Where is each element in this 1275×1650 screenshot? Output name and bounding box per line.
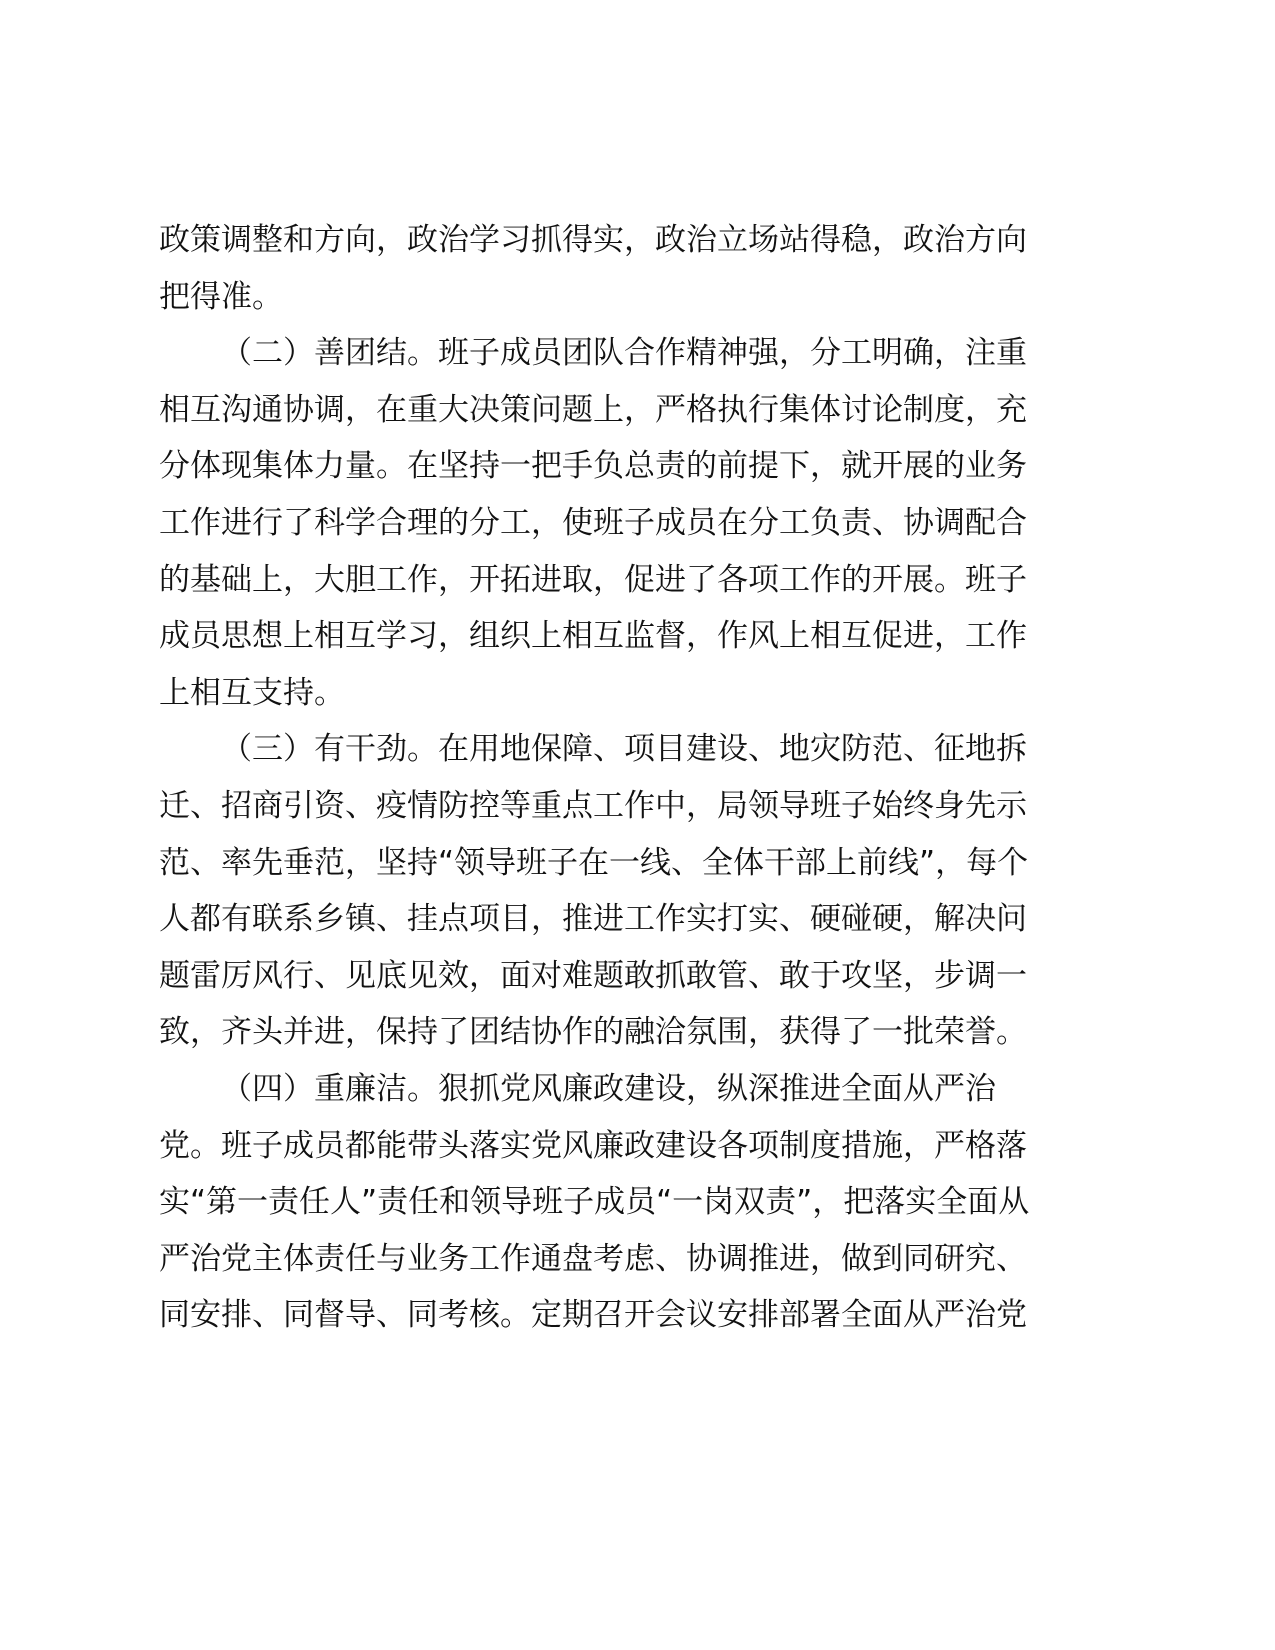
text-line: 工作进行了科学合理的分工，使班子成员在分工负责、协调配合 xyxy=(159,504,1027,541)
text-line: 同安排、同督导、同考核。定期召开会议安排部署全面从严治党 xyxy=(159,1297,1027,1334)
text-line: 上相互支持。 xyxy=(159,674,345,711)
text-line: 迁、招商引资、疫情防控等重点工作中，局领导班子始终身先示 xyxy=(159,787,1027,824)
text-line: 把得准。 xyxy=(159,278,283,315)
section-heading-line: （四）重廉洁。狠抓党风廉政建设，纵深推进全面从严治 xyxy=(221,1070,996,1107)
text-line: 成员思想上相互学习，组织上相互监督，作风上相互促进，工作 xyxy=(159,618,1027,655)
text-line: 人都有联系乡镇、挂点项目，推进工作实打实、硬碰硬，解决问 xyxy=(159,901,1027,938)
text-line: 严治党主体责任与业务工作通盘考虑、协调推进，做到同研究、 xyxy=(159,1240,1027,1277)
document-body xyxy=(159,212,1059,1344)
section-heading-line: （三）有干劲。在用地保障、项目建设、地灾防范、征地拆 xyxy=(221,731,1027,768)
text-line: 相互沟通协调，在重大决策问题上，严格执行集体讨论制度，充 xyxy=(159,391,1027,428)
text-line: 题雷厉风行、见底见效，面对难题敢抓敢管、敢于攻坚，步调一 xyxy=(159,957,1027,994)
text-line: 实“第一责任人”责任和领导班子成员“一岗双责”，把落实全面从 xyxy=(159,1184,1030,1221)
text-line: 的基础上，大胆工作，开拓进取，促进了各项工作的开展。班子 xyxy=(159,561,1027,598)
text-line: 范、率先垂范，坚持“领导班子在一线、全体干部上前线”，每个 xyxy=(159,844,1029,881)
text-line: 分体现集体力量。在坚持一把手负总责的前提下，就开展的业务 xyxy=(159,448,1027,485)
section-heading-line: （二）善团结。班子成员团队合作精神强，分工明确，注重 xyxy=(221,335,1027,372)
text-line: 党。班子成员都能带头落实党风廉政建设各项制度措施，严格落 xyxy=(159,1127,1027,1164)
text-line: 致，齐头并进，保持了团结协作的融洽氛围，获得了一批荣誉。 xyxy=(159,1014,1027,1051)
text-line: 政策调整和方向，政治学习抓得实，政治立场站得稳，政治方向 xyxy=(159,222,1027,258)
